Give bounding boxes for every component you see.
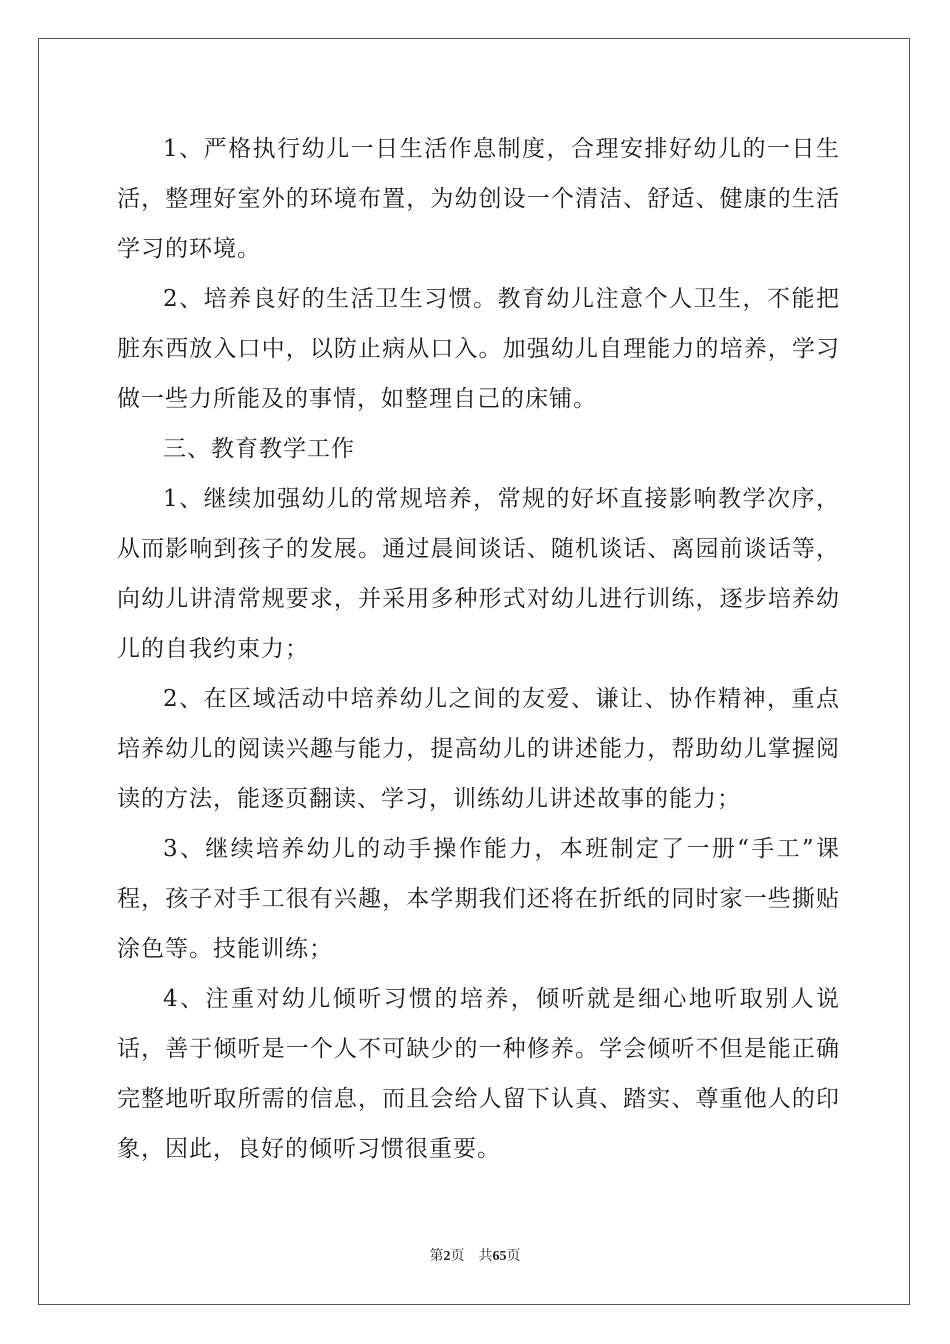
document-body [117,124,840,1174]
page-number: 2 [443,1249,451,1264]
section-heading: 三、教育教学工作 [163,436,355,462]
paragraph: 1、继续加强幼儿的常规培养，常规的好坏直接影响教学次序，从而影响到孩子的发展。通过晨间谈话、随机谈话、离园前谈话等，向幼儿讲清常规要求，并采用多种形式对幼儿进行训练，逐步培养幼儿的自我约束力； [117,486,840,662]
total-prefix: 共 [478,1249,493,1264]
page-footer [0,1247,950,1267]
paragraph: 2、在区域活动中培养幼儿之间的友爱、谦让、协作精神，重点培养幼儿的阅读兴趣与能力，提高幼儿的讲述能力，帮助幼儿掌握阅读的方法，能逐页翻读、学习，训练幼儿讲述故事的能力； [117,686,840,812]
paragraph: 1、严格执行幼儿一日生活作息制度，合理安排好幼儿的一日生活，整理好室外的环境布置，为幼创设一个清洁、舒适、健康的生活学习的环境。 [117,136,840,262]
total-suffix: 页 [506,1249,521,1264]
page-suffix: 页 [450,1249,465,1264]
page-prefix: 第 [429,1249,444,1264]
paragraph: 2、培养良好的生活卫生习惯。教育幼儿注意个人卫生，不能把脏东西放入口中，以防止病从口入。加强幼儿自理能力的培养，学习做一些力所能及的事情，如整理自己的床铺。 [117,286,840,412]
total-pages: 65 [492,1249,507,1264]
paragraph: 3、继续培养幼儿的动手操作能力，本班制定了一册“手工”课程，孩子对手工很有兴趣，本学期我们还将在折纸的同时家一些撕贴涂色等。技能训练； [117,836,840,962]
paragraph: 4、注重对幼儿倾听习惯的培养，倾听就是细心地听取别人说话，善于倾听是一个人不可缺少的一种修养。学会倾听不但是能正确完整地听取所需的信息，而且会给人留下认真、踏实、尊重他人的印象，因此，良好的倾听习惯很重要。 [117,986,840,1162]
